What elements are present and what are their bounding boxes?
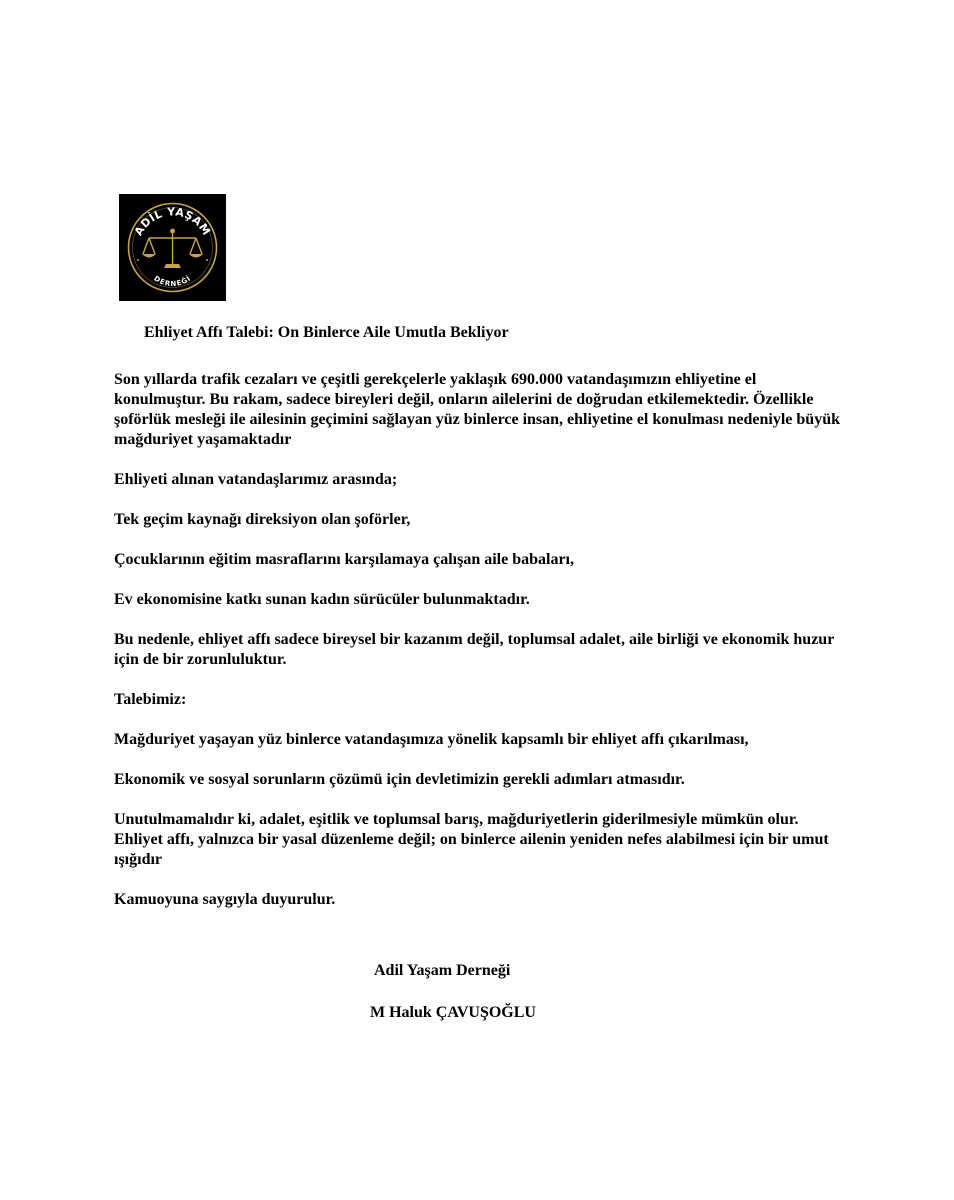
document-body bbox=[114, 370, 849, 930]
scales-of-justice-icon bbox=[119, 194, 226, 301]
svg-text:DERNEĞİ bbox=[152, 274, 192, 288]
logo-text-bottom: DERNEĞİ bbox=[152, 274, 193, 289]
signature-name: M Haluk ÇAVUŞOĞLU bbox=[370, 1004, 536, 1021]
paragraph-intro: Son yıllarda trafik cezaları ve çeşitli gerekçelerle yaklaşık 690.000 vatandaşımızın ehliyetine el konulmuştur. Bu rakam, sadece bireyleri değil, onların ailelerini de doğrudan etkilemektedir. Özellikle şoförlük mesleği ile ailesinin geçimini sağlayan yüz binlerce insan, ehliyetine el konulması nedeniyle büyük mağduriyet yaşamaktadır bbox=[114, 371, 840, 448]
paragraph-conclusion: Unutulmamalıdır ki, adalet, eşitlik ve toplumsal barış, mağduriyetlerin giderilmesiyle mümkün olur. Ehliyet affı, yalnızca bir yasal düzenleme değil; on binlerce ailenin yeniden nefes alabilmesi için bir umut ışığıdır bbox=[114, 811, 829, 868]
paragraph-women-drivers: Ev ekonomisine katkı sunan kadın sürücüler bulunmaktadır. bbox=[114, 591, 530, 608]
paragraph-fathers: Çocuklarının eğitim masraflarını karşılamaya çalışan aile babaları, bbox=[114, 551, 574, 568]
paragraph-demand-heading: Talebimiz: bbox=[114, 691, 187, 708]
document-title: Ehliyet Affı Talebi: On Binlerce Aile Umutla Bekliyor bbox=[144, 324, 509, 341]
paragraph-list-intro: Ehliyeti alınan vatandaşlarımız arasında; bbox=[114, 471, 398, 488]
paragraph-reason: Bu nedenle, ehliyet affı sadece bireysel bir kazanım değil, toplumsal adalet, aile birliği ve ekonomik huzur için de bir zorunluluktur. bbox=[114, 631, 835, 668]
paragraph-announcement: Kamuoyuna saygıyla duyurulur. bbox=[114, 891, 336, 908]
logo-text-top: ADİL YAŞAM bbox=[131, 205, 214, 238]
signature-organization: Adil Yaşam Derneği bbox=[374, 962, 511, 979]
association-logo bbox=[119, 194, 226, 301]
paragraph-demand-steps: Ekonomik ve sosyal sorunların çözümü için devletimizin gerekli adımları atmasıdır. bbox=[114, 771, 685, 788]
paragraph-drivers: Tek geçim kaynağı direksiyon olan şoförler, bbox=[114, 511, 411, 528]
paragraph-demand-amnesty: Mağduriyet yaşayan yüz binlerce vatandaşımıza yönelik kapsamlı bir ehliyet affı çıkarılması, bbox=[114, 731, 749, 748]
